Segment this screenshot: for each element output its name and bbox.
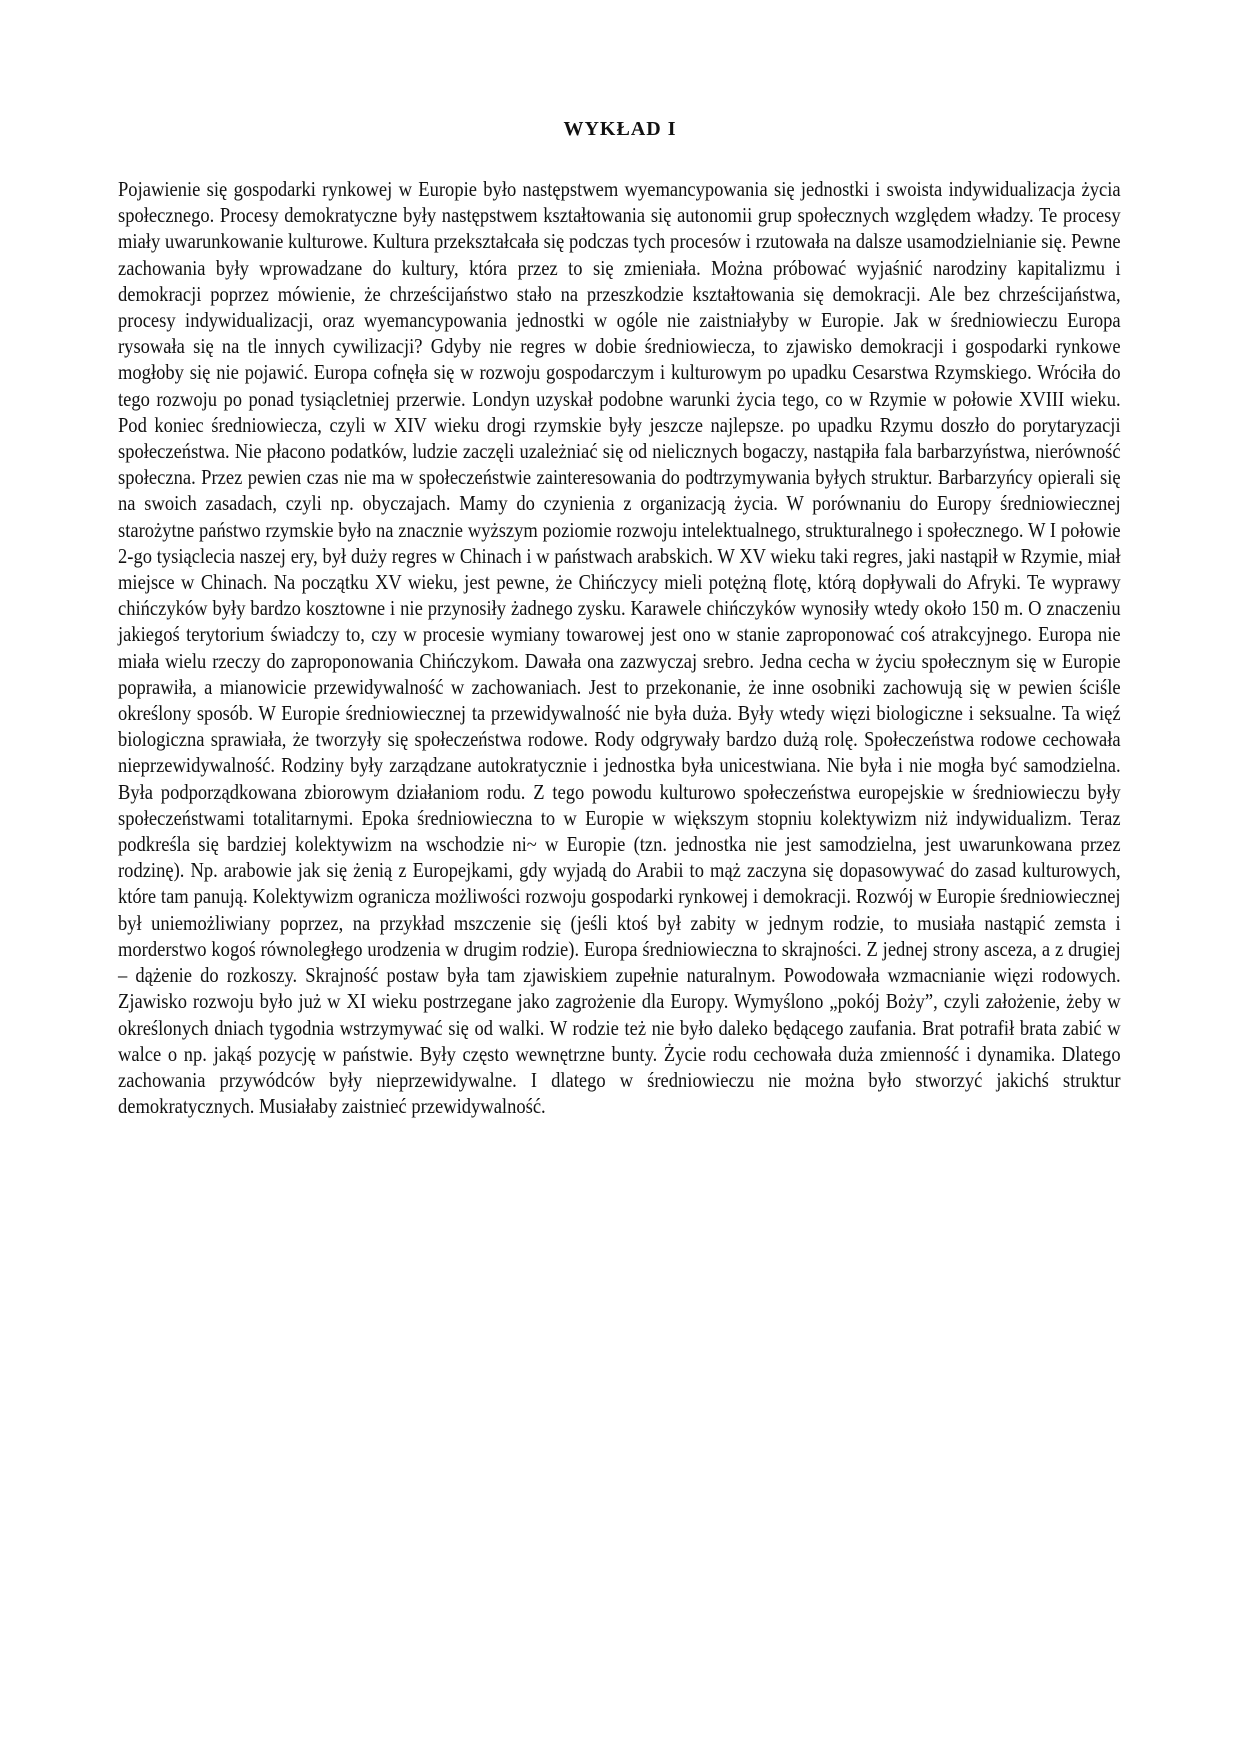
body-text-container	[118, 177, 1121, 1120]
document-title: WYKŁAD I	[563, 118, 677, 140]
body-paragraph: Pojawienie się gospodarki rynkowej w Europie było następstwem wyemancypowania się jednostki i swoista indywidualizacja życia społecznego. Procesy demokratyczne były następstwem kształtowania się autonomii grup społecznych względem władzy. Te procesy miały uwarunkowanie kulturowe. Kultura przekształcała się podczas tych procesów i rzutowała na dalsze usamodzielnianie się. Pewne zachowania były wprowadzane do kultury, która przez to się zmieniała. Można próbować wyjaśnić narodziny kapitalizmu i demokracji poprzez mówienie, że chrześcijaństwo stało na przeszkodzie kształtowania się demokracji. Ale bez chrześcijaństwa, procesy indywidualizacji, oraz wyemancypowania jednostki w ogóle nie zaistniałyby w Europie. Jak w średniowieczu Europa rysowała się na tle innych cywilizacji? Gdyby nie regres w dobie średniowiecza, to zjawisko demokracji i gospodarki rynkowe mogłoby się nie pojawić. Europa cofnęła się w rozwoju gospodarczym i kulturowym po upadku Cesarstwa Rzymskiego. Wróciła do tego rozwoju po ponad tysiącletniej przerwie. Londyn uzyskał podobne warunki życia tego, co w Rzymie w połowie XVIII wieku. Pod koniec średniowiecza, czyli w XIV wieku drogi rzymskie były jeszcze najlepsze. po upadku Rzymu doszło do porytaryzacji społeczeństwa. Nie płacono podatków, ludzie zaczęli uzależniać się od nielicznych bogaczy, nastąpiła fala barbarzyństwa, nierówność społeczna. Przez pewien czas nie ma w społeczeństwie zainteresowania do podtrzymywania byłych struktur. Barbarzyńcy opierali się na swoich zasadach, czyli np. obyczajach. Mamy do czynienia z organizacją życia. W porównaniu do Europy średniowiecznej starożytne państwo rzymskie było na znacznie wyższym poziomie rozwoju intelektualnego, strukturalnego i społecznego. W I połowie 2-go tysiąclecia naszej ery, był duży regres w Chinach i w państwach arabskich. W XV wieku taki regres, jaki nastąpił w Rzymie, miał miejsce w Chinach. Na początku XV wieku, jest pewne, że Chińczycy mieli potężną flotę, którą dopływali do Afryki. Te wyprawy chińczyków były bardzo kosztowne i nie przynosiły żadnego zysku. Karawele chińczyków wynosiły wtedy około 150 m. O znaczeniu jakiegoś terytorium świadczy to, czy w procesie wymiany towarowej jest ono w stanie zaproponować coś atrakcyjnego. Europa nie miała wielu rzeczy do zaproponowania Chińczykom. Dawała ona zazwyczaj srebro. Jedna cecha w życiu społecznym się w Europie poprawiła, a mianowicie przewidywalność w zachowaniach. Jest to przekonanie, że inne osobniki zachowują się w pewien ściśle określony sposób. W Europie średniowiecznej ta przewidywalność nie była duża. Były wtedy więzi biologiczne i seksualne. Ta więź biologiczna sprawiała, że tworzyły się społeczeństwa rodowe. Rody odgrywały bardzo dużą rolę. Społeczeństwa rodowe cechowała nieprzewidywalność. Rodziny były zarządzane autokratycznie i jednostka była unicestwiana. Nie była i nie mogła być samodzielna. Była podporządkowana zbiorowym działaniom rodu. Z tego powodu kulturowo społeczeństwa europejskie w średniowieczu były społeczeństwami totalitarnymi. Epoka średniowieczna to w Europie w większym stopniu kolektywizm niż indywidualizm. Teraz podkreśla się bardziej kolektywizm na wschodzie ni~ w Europie (tzn. jednostka nie jest samodzielna, jest uwarunkowana przez rodzinę). Np. arabowie jak się żenią z Europejkami, gdy wyjadą do Arabii to mąż zaczyna się dopasowywać do zasad kulturowych, które tam panują. Kolektywizm ogranicza możliwości rozwoju gospodarki rynkowej i demokracji. Rozwój w Europie średniowiecznej był uniemożliwiany poprzez, na przykład mszczenie się (jeśli ktoś był zabity w jednym rodzie, to musiała nastąpić zemsta i morderstwo kogoś równoległego urodzenia w drugim rodzie). Europa średniowieczna to skrajności. Z jednej strony asceza, a z drugiej – dążenie do rozkoszy. Skrajność postaw była tam zjawiskiem zupełnie naturalnym. Powodowała wzmacnianie więzi rodowych. Zjawisko rozwoju było już w XI wieku postrzegane jako zagrożenie dla Europy. Wymyślono „pokój Boży”, czyli założenie, żeby w określonych dniach tygodnia wstrzymywać się od walki. W rodzie też nie było daleko będącego zaufania. Brat potrafił brata zabić w walce o np. jakąś pozycję w państwie. Były często wewnętrzne bunty. Życie rodu cechowała duża zmienność i dynamika. Dlatego zachowania przywódców były nieprzewidywalne. I dlatego w średniowieczu nie można było stworzyć jakichś struktur demokratycznych. Musiałaby zaistnieć przewidywalność.	[118, 179, 1121, 1119]
